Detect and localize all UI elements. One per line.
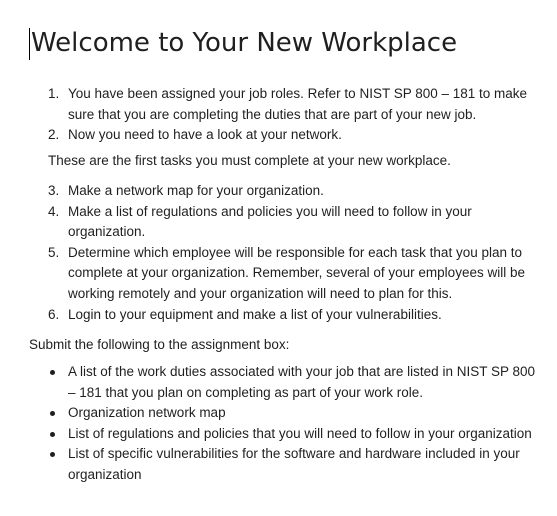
submit-instructions: Submit the following to the assignment box: bbox=[29, 337, 290, 352]
list-number: 3. bbox=[48, 183, 60, 198]
task-list-part-1 bbox=[0, 84, 548, 146]
list-item bbox=[0, 362, 538, 403]
list-item bbox=[0, 444, 538, 485]
list-item bbox=[0, 424, 538, 445]
list-number: 5. bbox=[48, 244, 60, 260]
list-item-text: Login to your equipment and make a list of your vulnerabilities. bbox=[68, 306, 442, 322]
list-item-text: Make a network map for your organization. bbox=[68, 183, 324, 198]
list-number: 1. bbox=[48, 86, 60, 101]
list-item bbox=[0, 84, 548, 125]
document-title: Welcome to Your New Workplace bbox=[31, 28, 458, 58]
list-item-text: List of regulations and policies that you will need to follow in your organization bbox=[68, 425, 532, 441]
task-list-part-2 bbox=[0, 181, 543, 325]
list-item bbox=[0, 243, 543, 305]
bullet-icon bbox=[50, 370, 55, 375]
intro-paragraph: These are the first tasks you must complete at your new workplace. bbox=[48, 153, 451, 168]
bullet-icon bbox=[50, 452, 55, 457]
list-item-text: Make a list of regulations and policies you will need to follow in your organization. bbox=[68, 203, 472, 240]
list-number: 2. bbox=[48, 127, 60, 143]
text-cursor bbox=[29, 28, 30, 60]
list-item bbox=[0, 202, 543, 243]
list-item bbox=[0, 403, 538, 424]
list-item bbox=[0, 125, 543, 146]
bullet-icon bbox=[50, 411, 55, 416]
list-item-text: Now you need to have a look at your network. bbox=[68, 127, 342, 143]
list-item-text: You have been assigned your job roles. Refer to NIST SP 800 – 181 to make sure that you are completing the duties that are part of your new job. bbox=[68, 86, 528, 122]
list-item-text: A list of the work duties associated with your job that are listed in NIST SP 800 – 181 that you plan on completing as part of your work role. bbox=[68, 364, 535, 400]
deliverables-list bbox=[0, 362, 538, 486]
bullet-icon bbox=[50, 432, 55, 437]
list-number: 4. bbox=[48, 203, 60, 219]
list-item-text: List of specific vulnerabilities for the software and hardware included in your organization bbox=[68, 446, 520, 482]
list-item bbox=[0, 181, 543, 202]
list-number: 6. bbox=[48, 306, 60, 322]
list-item-text: Organization network map bbox=[68, 405, 226, 421]
list-item bbox=[0, 305, 543, 326]
list-item-text: Determine which employee will be responsible for each task that you plan to complete at your organization. Remember, several of your employees will be working remotely and your organization will need to plan for this. bbox=[68, 244, 525, 301]
